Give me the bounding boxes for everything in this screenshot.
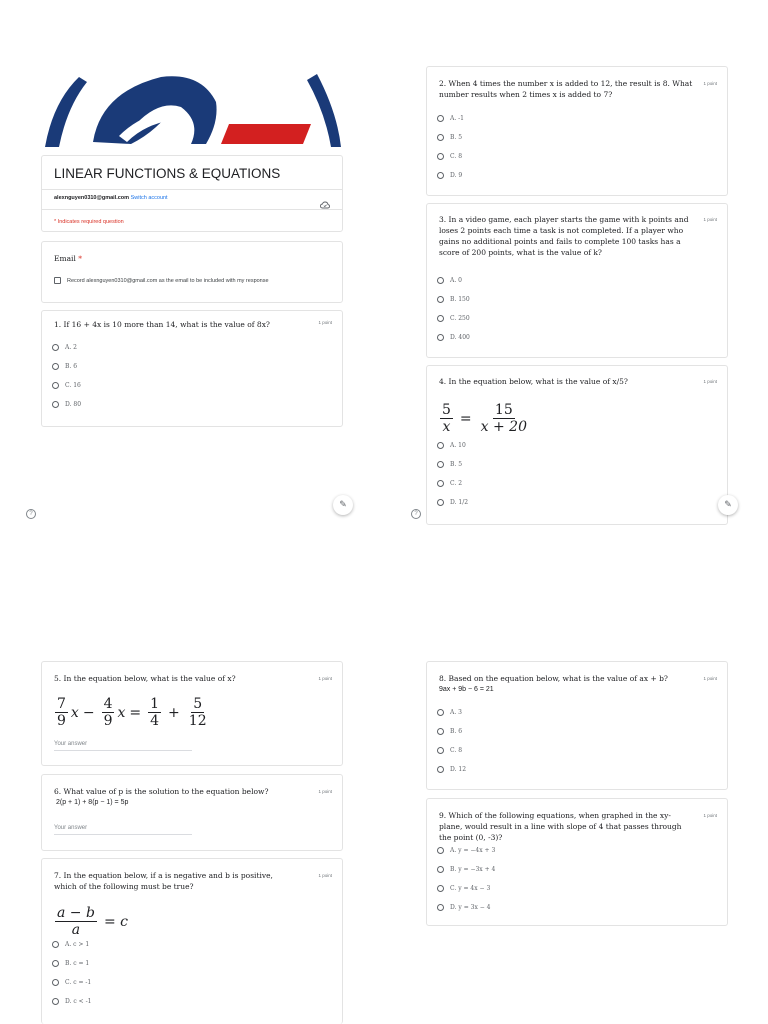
switch-account-link[interactable]: Switch account [130,195,168,201]
edit-pencil-icon[interactable]: ✎ [718,495,738,515]
radio-button[interactable] [437,766,444,773]
numerator: 5 [193,696,203,712]
record-email-checkbox-row[interactable] [54,277,269,284]
option-label: A. y = −4x + 3 [450,847,496,854]
question-text: 3. In a video game, each player starts the game with k points and loses 2 points each time a task is not completed. If a player who gains no additional points and fails to complete 100 tasks has a score of 200 points, what is the value of k? [439,215,689,257]
option-b[interactable] [437,134,462,141]
fraction [440,402,453,435]
radio-button[interactable] [437,499,444,506]
radio-button[interactable] [437,315,444,322]
option-label: D. 9 [450,172,463,179]
numerator: 4 [103,696,113,712]
help-icon[interactable]: ? [26,509,36,519]
option-c[interactable] [52,979,91,986]
option-a[interactable] [437,709,462,716]
option-b[interactable] [437,866,495,873]
option-label: B. 6 [450,728,463,735]
required-note: * Indicates required question [54,219,124,225]
option-label: D. 400 [450,334,470,341]
eagle-logo-banner [41,72,343,152]
denominator: 4 [150,713,160,730]
radio-button[interactable] [52,979,59,986]
question-card-4 [426,365,728,525]
option-label: A. 10 [450,442,466,449]
option-d[interactable] [437,766,466,773]
option-c[interactable] [437,480,462,487]
question-equation: 2(p + 1) + 8(p − 1) = 5p [56,799,129,806]
question-text: 9. Which of the following equations, when graphed in the xy-plane, would result in a line with slope of 4 that passes through the point (0, -3)? [439,811,682,842]
numerator: a − b [57,905,95,921]
question-card-1 [41,310,343,427]
minus-sign: − [82,704,95,721]
question-card-6 [41,774,343,851]
option-label: D. c < -1 [65,998,92,1005]
option-label: D. y = 3x − 4 [450,904,491,911]
option-c[interactable] [437,315,470,322]
question-text: 4. In the equation below, what is the value of x/5? [439,377,628,386]
question-card-3 [426,203,728,358]
equals-sign: = [459,410,472,427]
question-card-2 [426,66,728,196]
question-card-7 [41,858,343,1024]
numerator: 7 [57,696,66,712]
radio-button[interactable] [52,363,59,370]
option-b[interactable] [437,296,470,303]
radio-button[interactable] [437,115,444,122]
points-label: 1 point [703,81,717,86]
denominator: 9 [103,713,113,730]
radio-button[interactable] [437,728,444,735]
fraction [148,696,161,729]
radio-button[interactable] [437,904,444,911]
option-label: A. 0 [450,277,462,284]
form-title: LINEAR FUNCTIONS & EQUATIONS [54,166,281,181]
option-a[interactable] [52,941,89,948]
plus-sign: + [168,704,180,721]
denominator: 9 [57,713,66,730]
variable: x [70,704,79,721]
radio-button[interactable] [437,277,444,284]
fraction [55,696,68,729]
equation [52,905,128,938]
option-label: B. y = −3x + 4 [450,866,496,873]
option-a[interactable] [52,344,77,351]
option-label: B. c = 1 [65,960,90,967]
option-c[interactable] [52,382,81,389]
option-c[interactable] [437,747,462,754]
header-card [41,72,343,152]
points-label: 1 point [703,379,717,384]
option-c[interactable] [437,885,490,892]
question-text: 6. What value of p is the solution to the equation below? [54,787,269,796]
equation [52,696,212,729]
question-text: 7. In the equation below, if a is negative and b is positive, which of the following must be true? [54,871,273,891]
points-label: 1 point [318,676,332,681]
option-d[interactable] [437,499,468,506]
radio-button[interactable] [437,296,444,303]
option-label: B. 5 [450,461,463,468]
numerator: 1 [150,696,160,712]
points-label: 1 point [703,217,717,222]
radio-button[interactable] [437,153,444,160]
denominator: a [71,922,81,939]
points-label: 1 point [318,873,332,878]
radio-button[interactable] [437,480,444,487]
option-a[interactable] [437,115,464,122]
radio-button[interactable] [437,442,444,449]
help-icon[interactable]: ? [411,509,421,519]
radio-button[interactable] [437,172,444,179]
radio-button[interactable] [52,344,59,351]
option-label: A. c > 1 [65,941,90,948]
option-b[interactable] [52,363,77,370]
option-label: C. 8 [450,747,463,754]
record-email-label: Record alexnguyen0310@gmail.com as the email to be included with my response [67,277,269,284]
account-row [54,195,168,201]
radio-button[interactable] [52,960,59,967]
fraction [187,696,209,729]
option-a[interactable] [437,847,495,854]
denominator: x + 20 [480,419,527,436]
radio-button[interactable] [437,134,444,141]
option-label: C. 8 [450,153,463,160]
option-a[interactable] [437,442,466,449]
numerator: 15 [494,402,513,418]
option-label: B. 150 [450,296,470,303]
option-label: D. 80 [65,401,82,408]
question-text: 2. When 4 times the number x is added to 12, the result is 8. What number results when 2 times x is added to 7? [439,79,693,99]
radio-button[interactable] [437,885,444,892]
option-b[interactable] [52,960,89,967]
question-text: 1. If 16 + 4x is 10 more than 14, what is the value of 8x? [54,320,270,329]
option-label: C. 16 [65,382,81,389]
option-label: C. 250 [450,315,470,322]
variable: x [117,704,126,721]
radio-button[interactable] [437,334,444,341]
option-label: D. 1/2 [450,499,469,506]
cloud-save-icon [320,194,330,213]
option-label: C. 2 [450,480,463,487]
option-b[interactable] [437,461,462,468]
question-card-5 [41,661,343,766]
question-card-9 [426,798,728,926]
option-label: D. 12 [450,766,467,773]
fraction [102,696,115,729]
radio-button[interactable] [437,461,444,468]
option-d[interactable] [437,172,462,179]
option-b[interactable] [437,728,462,735]
email-label-row [54,253,82,264]
option-label: C. y = 4x − 3 [450,885,491,892]
answer-input[interactable]: Your answer [54,741,192,751]
fraction [479,402,529,435]
option-label: A. -1 [450,115,464,122]
question-card-8 [426,661,728,790]
radio-button[interactable] [52,382,59,389]
option-d[interactable] [437,904,491,911]
edit-pencil-icon[interactable]: ✎ [333,495,353,515]
required-star: * [78,254,82,263]
email-label: Email [54,254,76,263]
radio-button[interactable] [437,709,444,716]
question-text: 8. Based on the equation below, what is the value of ax + b? [439,674,668,683]
option-label: A. 2 [65,344,77,351]
email-card [41,241,343,303]
denominator: 12 [188,713,207,730]
option-label: B. 5 [450,134,463,141]
radio-button[interactable] [52,941,59,948]
option-c[interactable] [437,153,462,160]
account-email: alexnguyen0310@gmail.com [54,195,130,201]
radio-button[interactable] [52,401,59,408]
radio-button[interactable] [437,847,444,854]
question-text: 5. In the equation below, what is the value of x? [54,674,236,683]
radio-button[interactable] [437,747,444,754]
equals-sign: = [129,704,142,721]
numerator: 5 [442,402,451,418]
option-d[interactable] [52,401,81,408]
denominator: x [442,419,451,436]
points-label: 1 point [703,676,717,681]
equation [437,402,532,435]
option-a[interactable] [437,277,462,284]
radio-button[interactable] [52,998,59,1005]
option-label: C. c = -1 [65,979,92,986]
record-email-checkbox[interactable] [54,277,61,284]
option-label: B. 6 [65,363,78,370]
equals-c: = c [103,913,128,930]
option-label: A. 3 [450,709,462,716]
radio-button[interactable] [437,866,444,873]
form-title-card [41,155,343,232]
question-equation: 9ax + 9b − 6 = 21 [439,686,494,693]
fraction [55,905,97,938]
option-d[interactable] [52,998,91,1005]
points-label: 1 point [318,789,332,794]
answer-input[interactable]: Your answer [54,825,192,835]
points-label: 1 point [318,320,332,325]
option-d[interactable] [437,334,470,341]
points-label: 1 point [703,813,717,818]
